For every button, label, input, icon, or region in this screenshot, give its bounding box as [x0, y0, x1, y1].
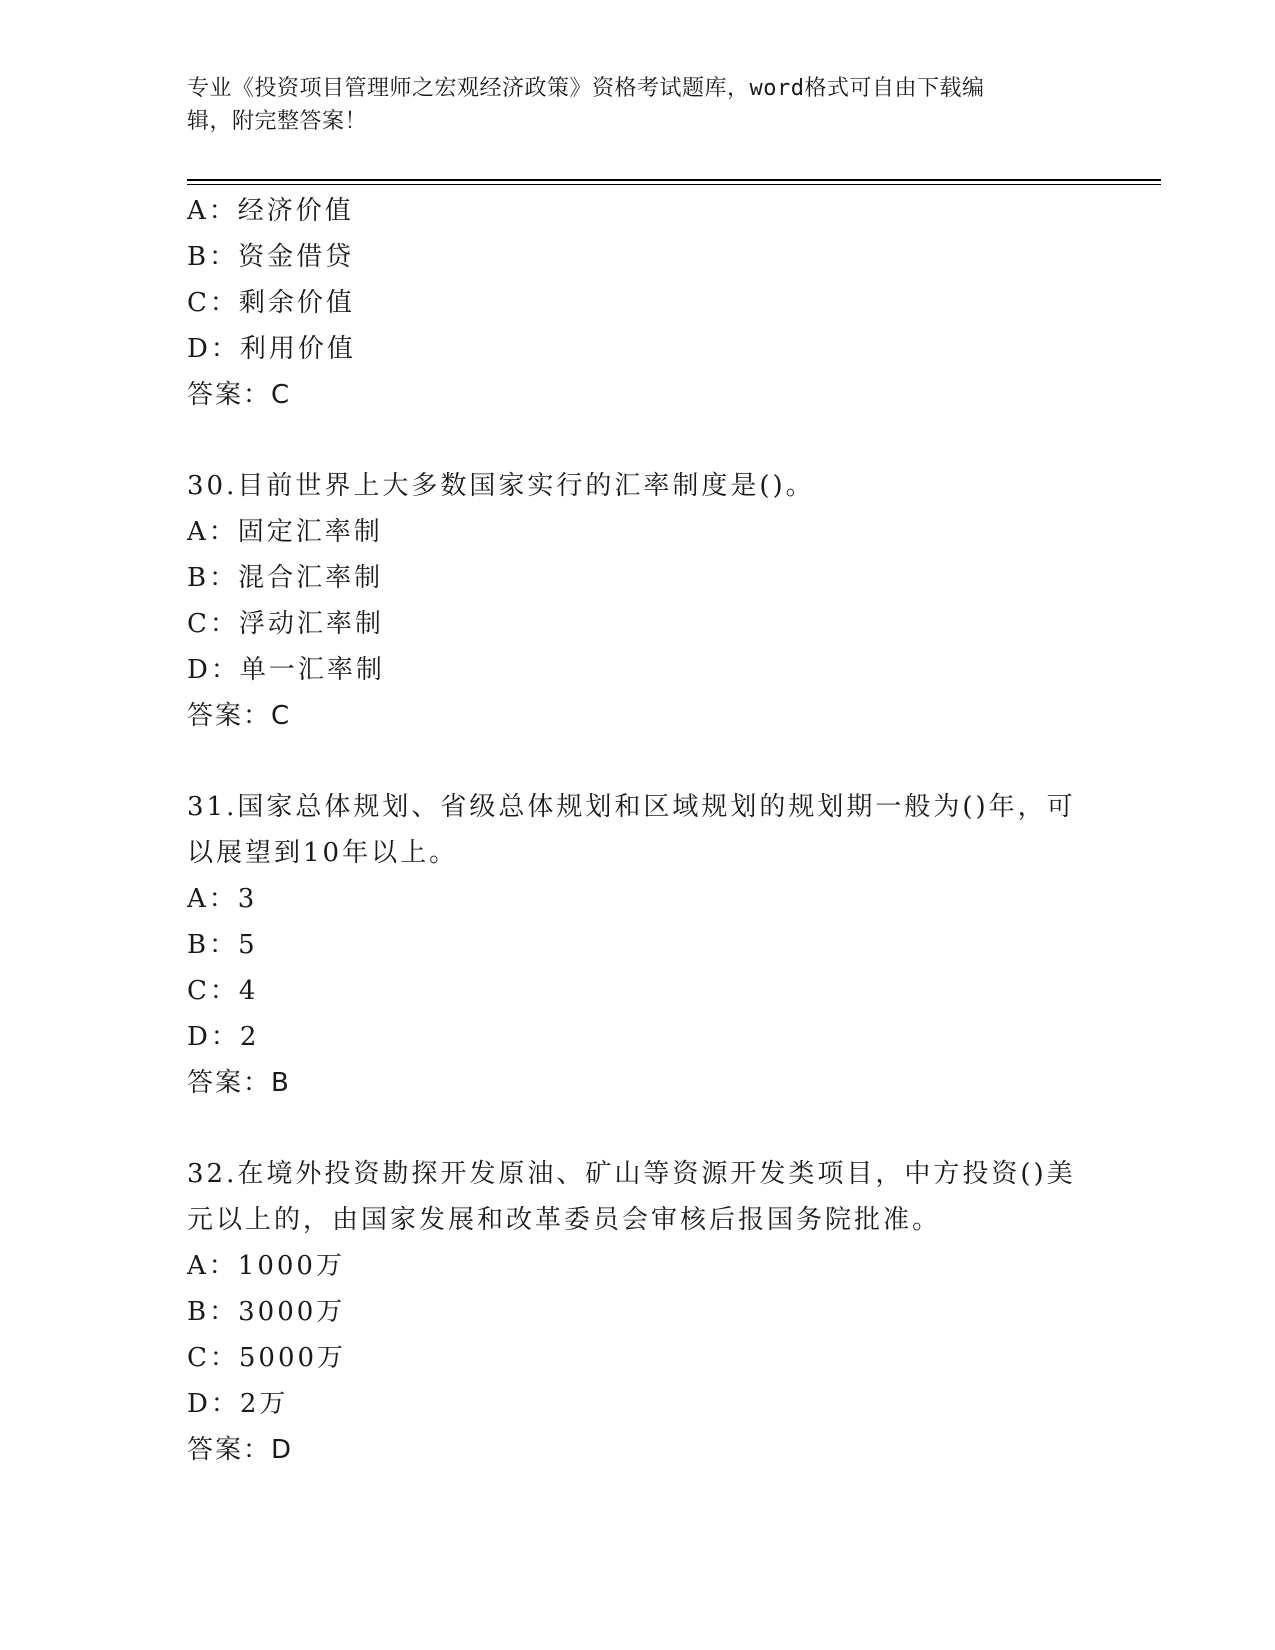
- question-stem-line-1: 31.国家总体规划、省级总体规划和区域规划的规划期一般为()年，可: [187, 792, 1076, 822]
- option-b: B：资金借贷: [187, 242, 355, 272]
- question-list: [187, 188, 1087, 1473]
- option-c: C：4: [187, 976, 259, 1006]
- option-b: B：3000万: [187, 1297, 346, 1327]
- header-divider-thin: [187, 184, 1161, 185]
- option-c: C：5000万: [187, 1343, 347, 1373]
- header-line-2: 辑，附完整答案！: [187, 109, 368, 134]
- option-d: D：2万: [187, 1389, 289, 1419]
- answer: 答案：B: [187, 1068, 291, 1098]
- question-32: [187, 1151, 1087, 1473]
- option-c: C：浮动汇率制: [187, 609, 384, 639]
- question-stem-line-1: 32.在境外投资勘探开发原油、矿山等资源开发类项目，中方投资()美: [187, 1159, 1076, 1189]
- option-a: A：经济价值: [187, 196, 354, 226]
- question-29: [187, 188, 1087, 418]
- option-d: D：单一汇率制: [187, 655, 385, 685]
- question-stem-line-2: 元以上的，由国家发展和改革委员会审核后报国务院批准。: [187, 1205, 942, 1235]
- option-c: C：剩余价值: [187, 288, 355, 318]
- option-b: B：5: [187, 930, 258, 960]
- option-a: A：1000万: [187, 1251, 345, 1281]
- option-d: D：利用价值: [187, 334, 356, 364]
- option-a: A：3: [187, 884, 258, 914]
- question-stem: 30.目前世界上大多数国家实行的汇率制度是()。: [187, 471, 815, 501]
- option-d: D：2: [187, 1022, 260, 1052]
- question-stem-line-2: 以展望到10年以上。: [187, 838, 459, 868]
- answer: 答案：C: [187, 380, 292, 410]
- header-line-1: 专业《投资项目管理师之宏观经济政策》资格考试题库，word格式可自由下载编: [187, 76, 985, 101]
- answer: 答案：C: [187, 701, 292, 731]
- document-header: [187, 72, 1087, 138]
- option-a: A：固定汇率制: [187, 517, 383, 547]
- question-30: [187, 463, 1087, 739]
- option-b: B：混合汇率制: [187, 563, 384, 593]
- answer: 答案：D: [187, 1435, 294, 1465]
- header-divider: [187, 179, 1161, 181]
- question-31: [187, 784, 1087, 1106]
